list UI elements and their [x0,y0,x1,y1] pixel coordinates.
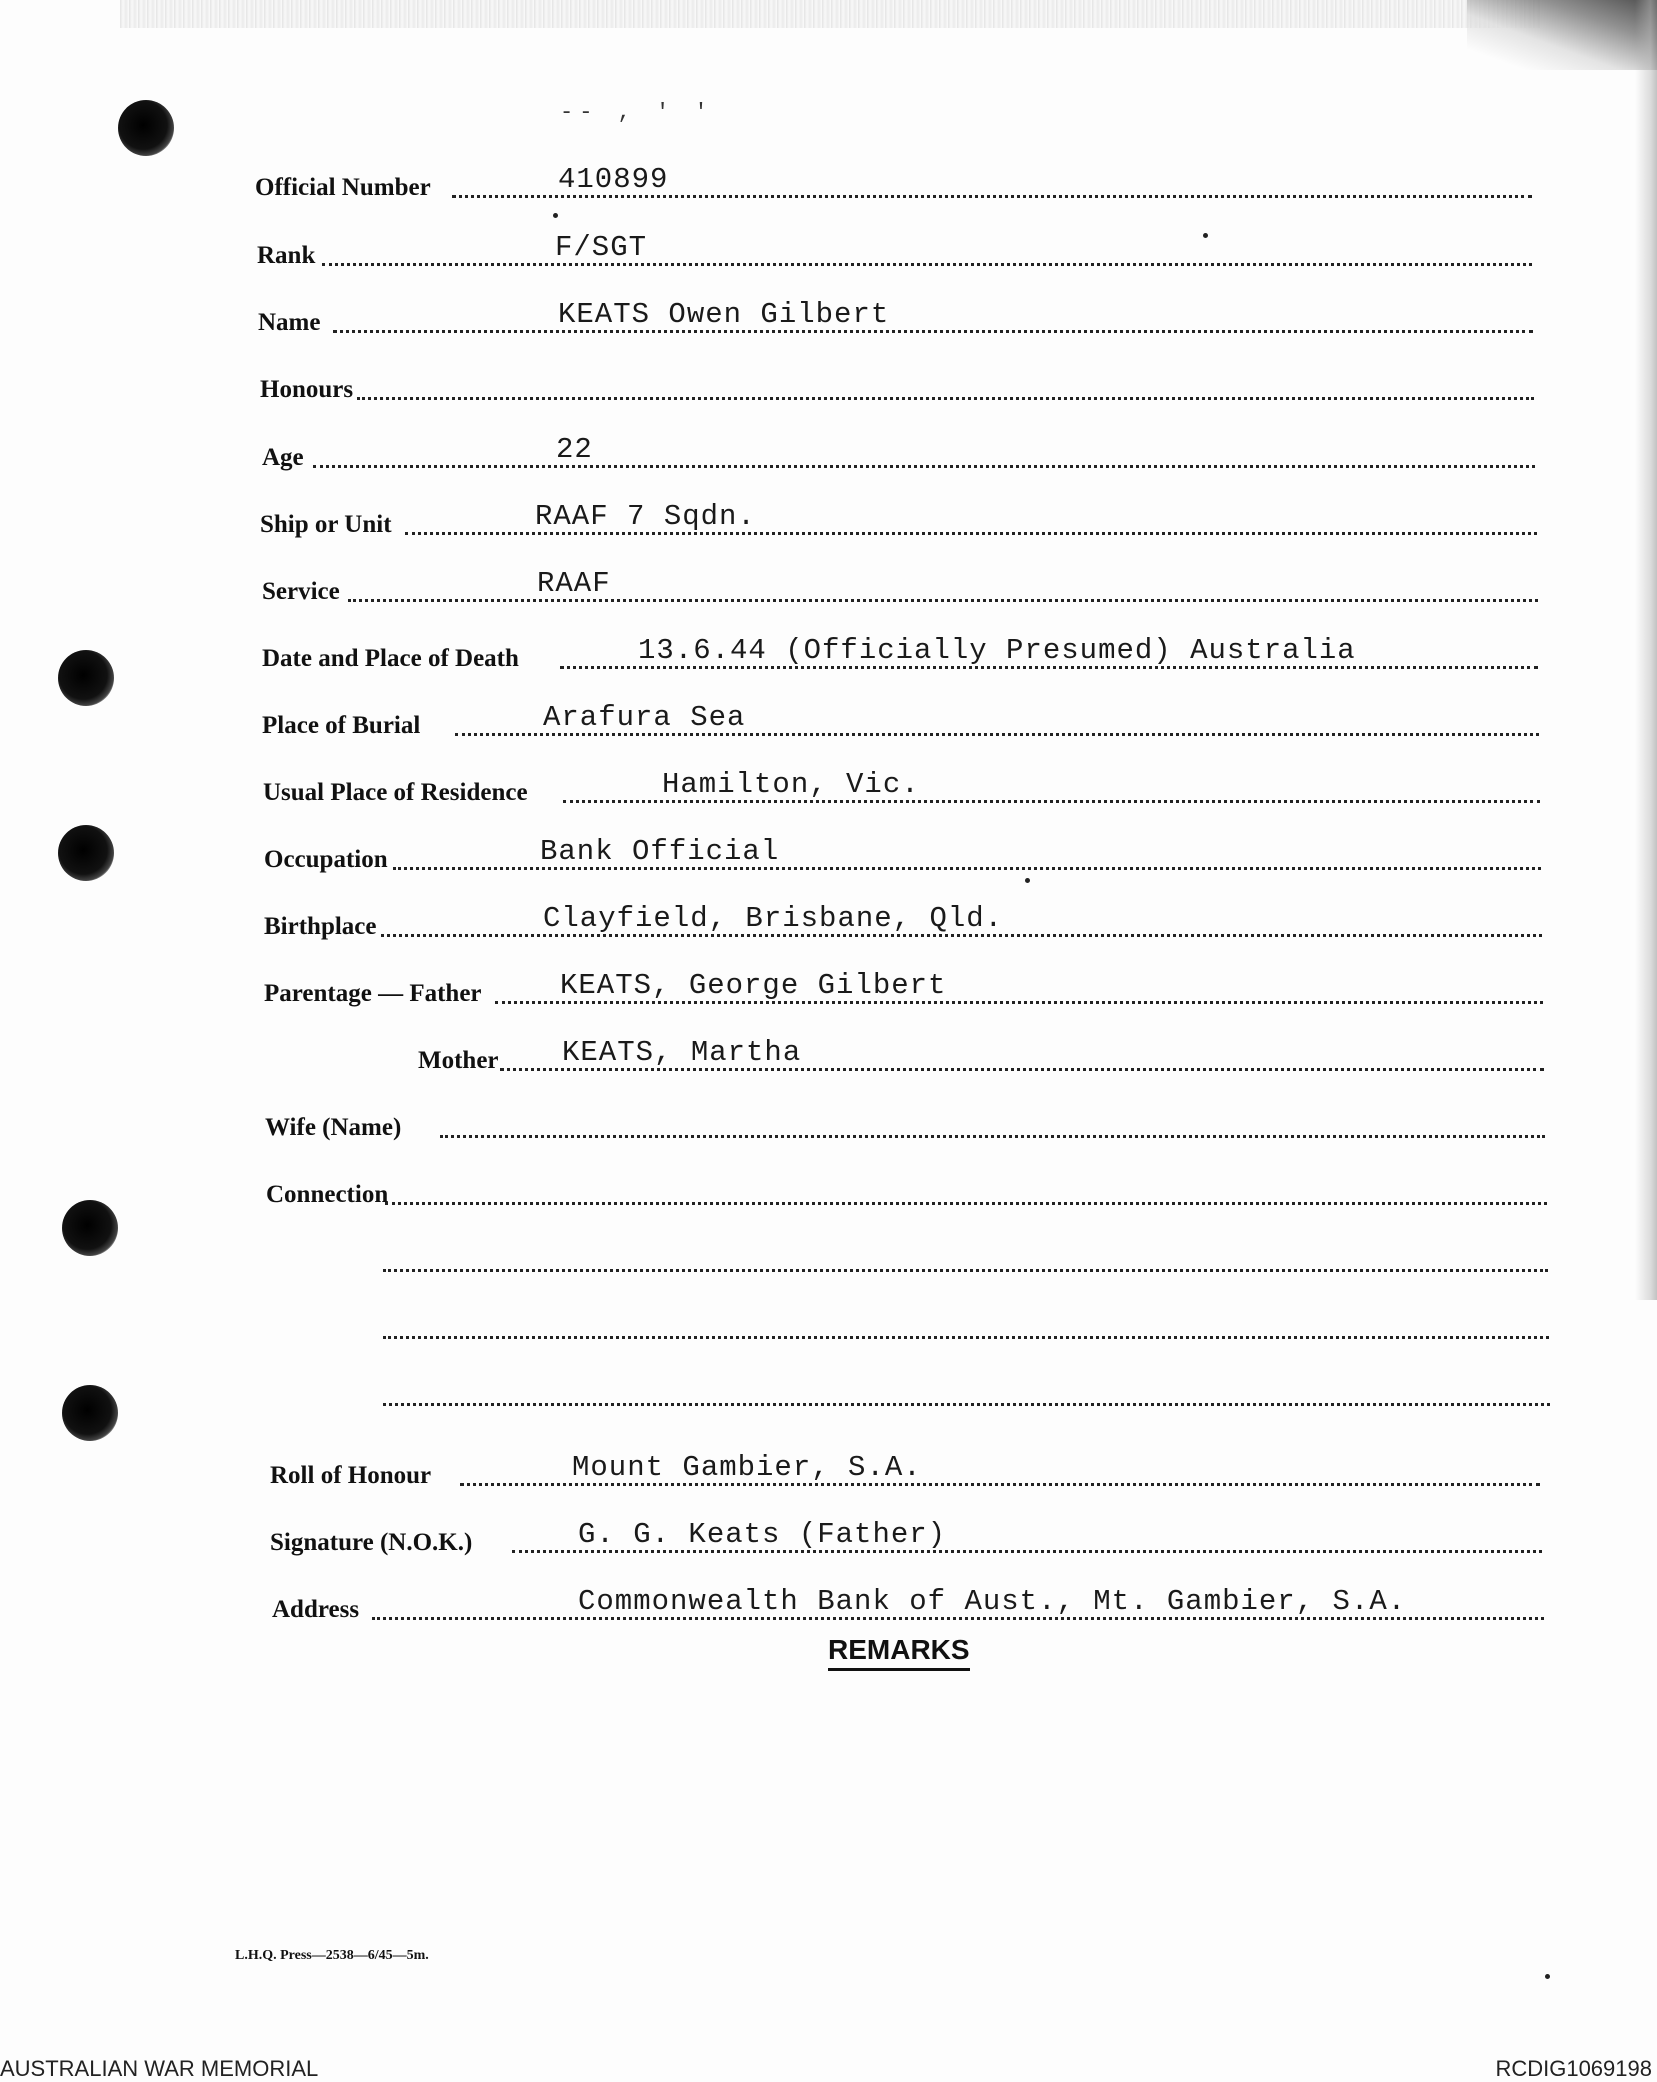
punch-hole-5 [62,1385,118,1441]
field-label: Honours [260,376,354,403]
field-label: Place of Burial [262,712,421,739]
dotted-line [383,1269,1548,1272]
field-label: Roll of Honour [270,1462,432,1489]
field-label: Official Number [255,174,431,201]
field-value: Clayfield, Brisbane, Qld. [543,902,1004,935]
punch-hole-3 [58,825,114,881]
dotted-line [348,599,1538,602]
footer-record-id: RCDIG1069198 [1495,2056,1652,2081]
field-value: RAAF 7 Sqdn. [535,500,756,533]
footer-archive-name: AUSTRALIAN WAR MEMORIAL [0,2056,319,2081]
field-label: Connection [266,1181,389,1208]
field-label: Date and Place of Death [262,645,519,672]
top-marks: -- , ' ' [560,100,714,125]
dotted-line [383,1403,1550,1406]
field-label: Mother [418,1047,499,1074]
ink-speck [553,213,558,218]
field-value: RAAF [537,567,611,600]
field-value: Mount Gambier, S.A. [572,1451,922,1484]
field-value: 13.6.44 (Officially Presumed) Australia [638,634,1356,667]
field-value: 410899 [558,163,669,196]
ink-speck [1025,878,1030,883]
field-label: Rank [257,242,316,269]
dotted-line [313,465,1535,468]
dotted-line [322,263,1532,266]
field-label: Address [272,1596,360,1623]
dotted-line [383,1336,1549,1339]
dotted-line [440,1135,1545,1138]
punch-hole-1 [118,100,174,156]
field-value: Arafura Sea [543,701,746,734]
field-label: Occupation [264,846,388,873]
scan-artifact-top [120,0,1540,28]
remarks-heading: REMARKS [828,1634,970,1671]
field-label: Usual Place of Residence [263,779,528,806]
punch-hole-4 [62,1200,118,1256]
field-label: Age [262,444,304,471]
ink-speck [1545,1974,1550,1979]
ink-speck [1203,233,1208,238]
field-value: KEATS, Martha [562,1036,802,1069]
field-label: Ship or Unit [260,511,392,538]
field-value: F/SGT [555,231,648,264]
printer-imprint: L.H.Q. Press—2538—6/45—5m. [235,1948,429,1963]
field-label: Parentage — Father [264,980,482,1007]
dotted-line [357,397,1534,400]
field-value: KEATS Owen Gilbert [558,298,890,331]
field-value: Bank Official [540,835,780,868]
field-label: Birthplace [264,913,377,940]
scan-artifact-corner [1467,0,1657,70]
dotted-line [385,1202,1547,1205]
field-label: Wife (Name) [265,1114,402,1141]
field-value: Commonwealth Bank of Aust., Mt. Gambier, S.A. [578,1585,1407,1618]
field-label: Name [258,309,321,336]
field-value: Hamilton, Vic. [662,768,920,801]
scan-artifact-right-edge [1635,0,1657,1300]
field-value: 22 [556,433,593,466]
field-value: G. G. Keats (Father) [578,1518,947,1551]
field-label: Service [262,578,340,605]
field-value: KEATS, George Gilbert [560,969,947,1002]
dotted-line [333,330,1533,333]
punch-hole-2 [58,650,114,706]
field-label: Signature (N.O.K.) [270,1529,473,1556]
